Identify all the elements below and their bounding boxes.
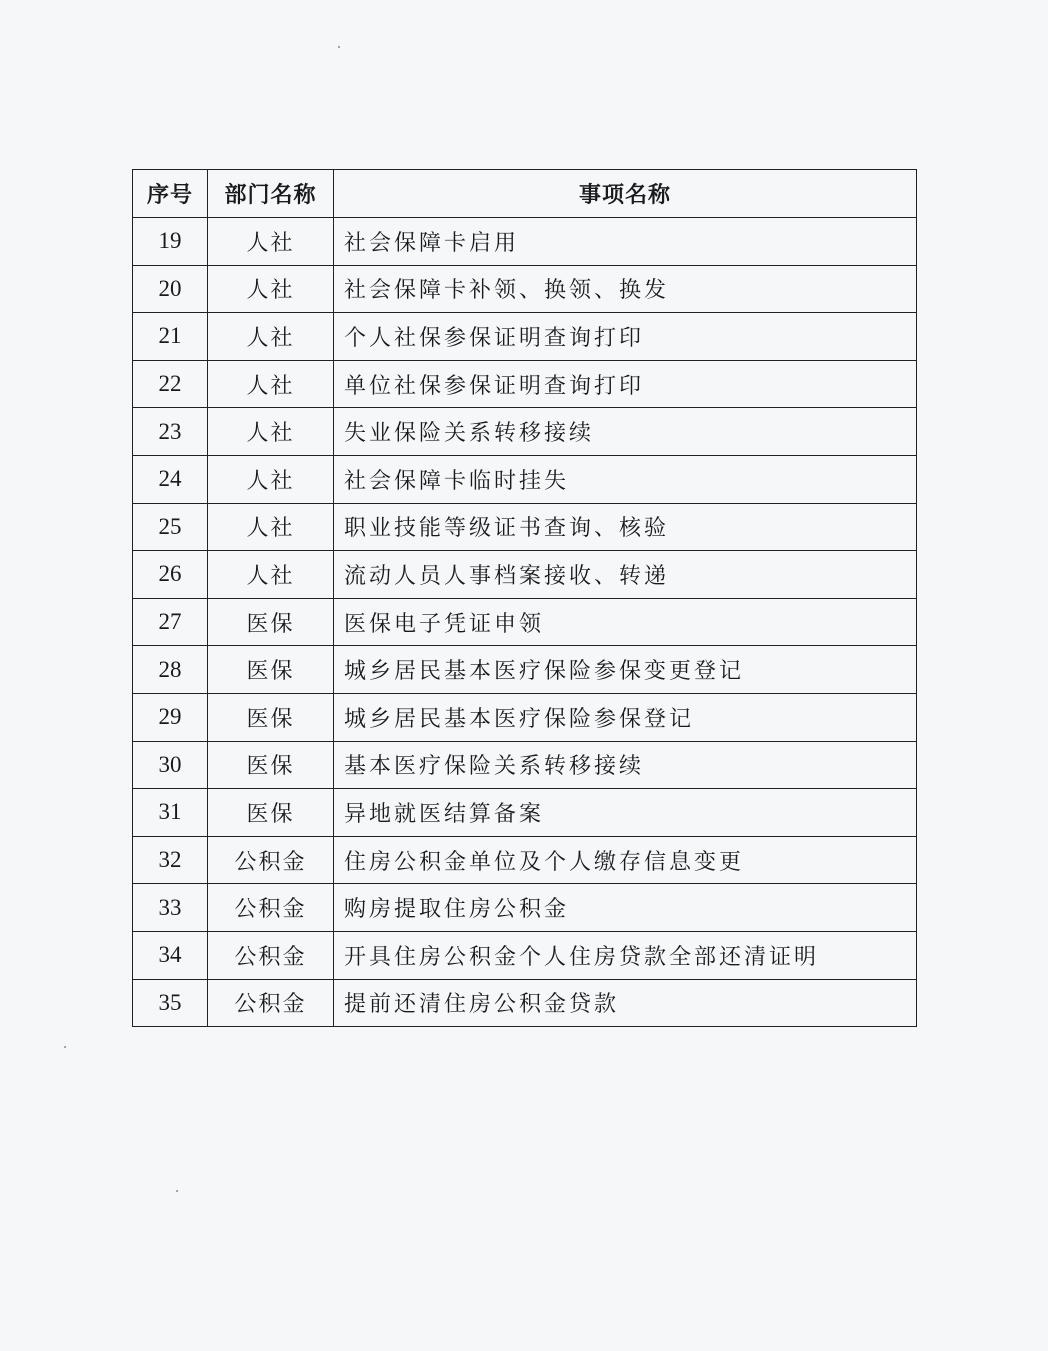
items-table-container xyxy=(132,169,916,1027)
table-row xyxy=(133,313,917,361)
row-department-name: 人社 xyxy=(208,313,334,361)
row-serial-number: 19 xyxy=(133,218,208,266)
row-item-name: 购房提取住房公积金 xyxy=(334,884,917,932)
row-item-name: 社会保障卡启用 xyxy=(334,218,917,266)
row-department-name: 人社 xyxy=(208,218,334,266)
scan-speck xyxy=(176,1190,178,1192)
row-serial-number: 28 xyxy=(133,646,208,694)
table-row xyxy=(133,693,917,741)
row-item-name: 城乡居民基本医疗保险参保登记 xyxy=(334,693,917,741)
row-department-name: 人社 xyxy=(208,455,334,503)
row-serial-number: 21 xyxy=(133,313,208,361)
table-row xyxy=(133,551,917,599)
scan-speck xyxy=(64,1046,66,1048)
table-row xyxy=(133,408,917,456)
row-serial-number: 29 xyxy=(133,693,208,741)
table-row xyxy=(133,218,917,266)
row-serial-number: 20 xyxy=(133,265,208,313)
row-item-name: 个人社保参保证明查询打印 xyxy=(334,313,917,361)
row-serial-number: 33 xyxy=(133,884,208,932)
row-serial-number: 24 xyxy=(133,455,208,503)
table-row xyxy=(133,789,917,837)
row-item-name: 单位社保参保证明查询打印 xyxy=(334,360,917,408)
row-department-name: 医保 xyxy=(208,693,334,741)
row-department-name: 公积金 xyxy=(208,931,334,979)
row-item-name: 城乡居民基本医疗保险参保变更登记 xyxy=(334,646,917,694)
row-department-name: 人社 xyxy=(208,551,334,599)
row-serial-number: 26 xyxy=(133,551,208,599)
row-item-name: 住房公积金单位及个人缴存信息变更 xyxy=(334,836,917,884)
header-item-name: 事项名称 xyxy=(334,170,917,218)
scan-speck xyxy=(338,46,340,48)
table-row xyxy=(133,265,917,313)
table-row xyxy=(133,598,917,646)
row-department-name: 医保 xyxy=(208,598,334,646)
row-department-name: 公积金 xyxy=(208,884,334,932)
header-serial-number: 序号 xyxy=(133,170,208,218)
row-item-name: 医保电子凭证申领 xyxy=(334,598,917,646)
row-item-name: 基本医疗保险关系转移接续 xyxy=(334,741,917,789)
row-serial-number: 22 xyxy=(133,360,208,408)
table-body xyxy=(133,218,917,1027)
row-department-name: 医保 xyxy=(208,646,334,694)
row-department-name: 公积金 xyxy=(208,979,334,1027)
row-item-name: 提前还清住房公积金贷款 xyxy=(334,979,917,1027)
row-serial-number: 31 xyxy=(133,789,208,837)
table-row xyxy=(133,979,917,1027)
table-header-row xyxy=(133,170,917,218)
row-serial-number: 27 xyxy=(133,598,208,646)
row-item-name: 失业保险关系转移接续 xyxy=(334,408,917,456)
row-serial-number: 35 xyxy=(133,979,208,1027)
table-row xyxy=(133,360,917,408)
table-row xyxy=(133,931,917,979)
row-item-name: 开具住房公积金个人住房贷款全部还清证明 xyxy=(334,931,917,979)
row-serial-number: 30 xyxy=(133,741,208,789)
row-department-name: 人社 xyxy=(208,360,334,408)
row-department-name: 医保 xyxy=(208,789,334,837)
table-row xyxy=(133,884,917,932)
row-department-name: 人社 xyxy=(208,408,334,456)
items-table xyxy=(132,169,917,1027)
table-row xyxy=(133,455,917,503)
row-serial-number: 25 xyxy=(133,503,208,551)
row-item-name: 社会保障卡临时挂失 xyxy=(334,455,917,503)
row-item-name: 流动人员人事档案接收、转递 xyxy=(334,551,917,599)
table-row xyxy=(133,741,917,789)
row-item-name: 异地就医结算备案 xyxy=(334,789,917,837)
table-row xyxy=(133,503,917,551)
row-department-name: 公积金 xyxy=(208,836,334,884)
header-department-name: 部门名称 xyxy=(208,170,334,218)
row-serial-number: 32 xyxy=(133,836,208,884)
row-department-name: 医保 xyxy=(208,741,334,789)
row-item-name: 社会保障卡补领、换领、换发 xyxy=(334,265,917,313)
row-serial-number: 34 xyxy=(133,931,208,979)
row-department-name: 人社 xyxy=(208,503,334,551)
table-row xyxy=(133,646,917,694)
table-row xyxy=(133,836,917,884)
row-item-name: 职业技能等级证书查询、核验 xyxy=(334,503,917,551)
row-department-name: 人社 xyxy=(208,265,334,313)
row-serial-number: 23 xyxy=(133,408,208,456)
